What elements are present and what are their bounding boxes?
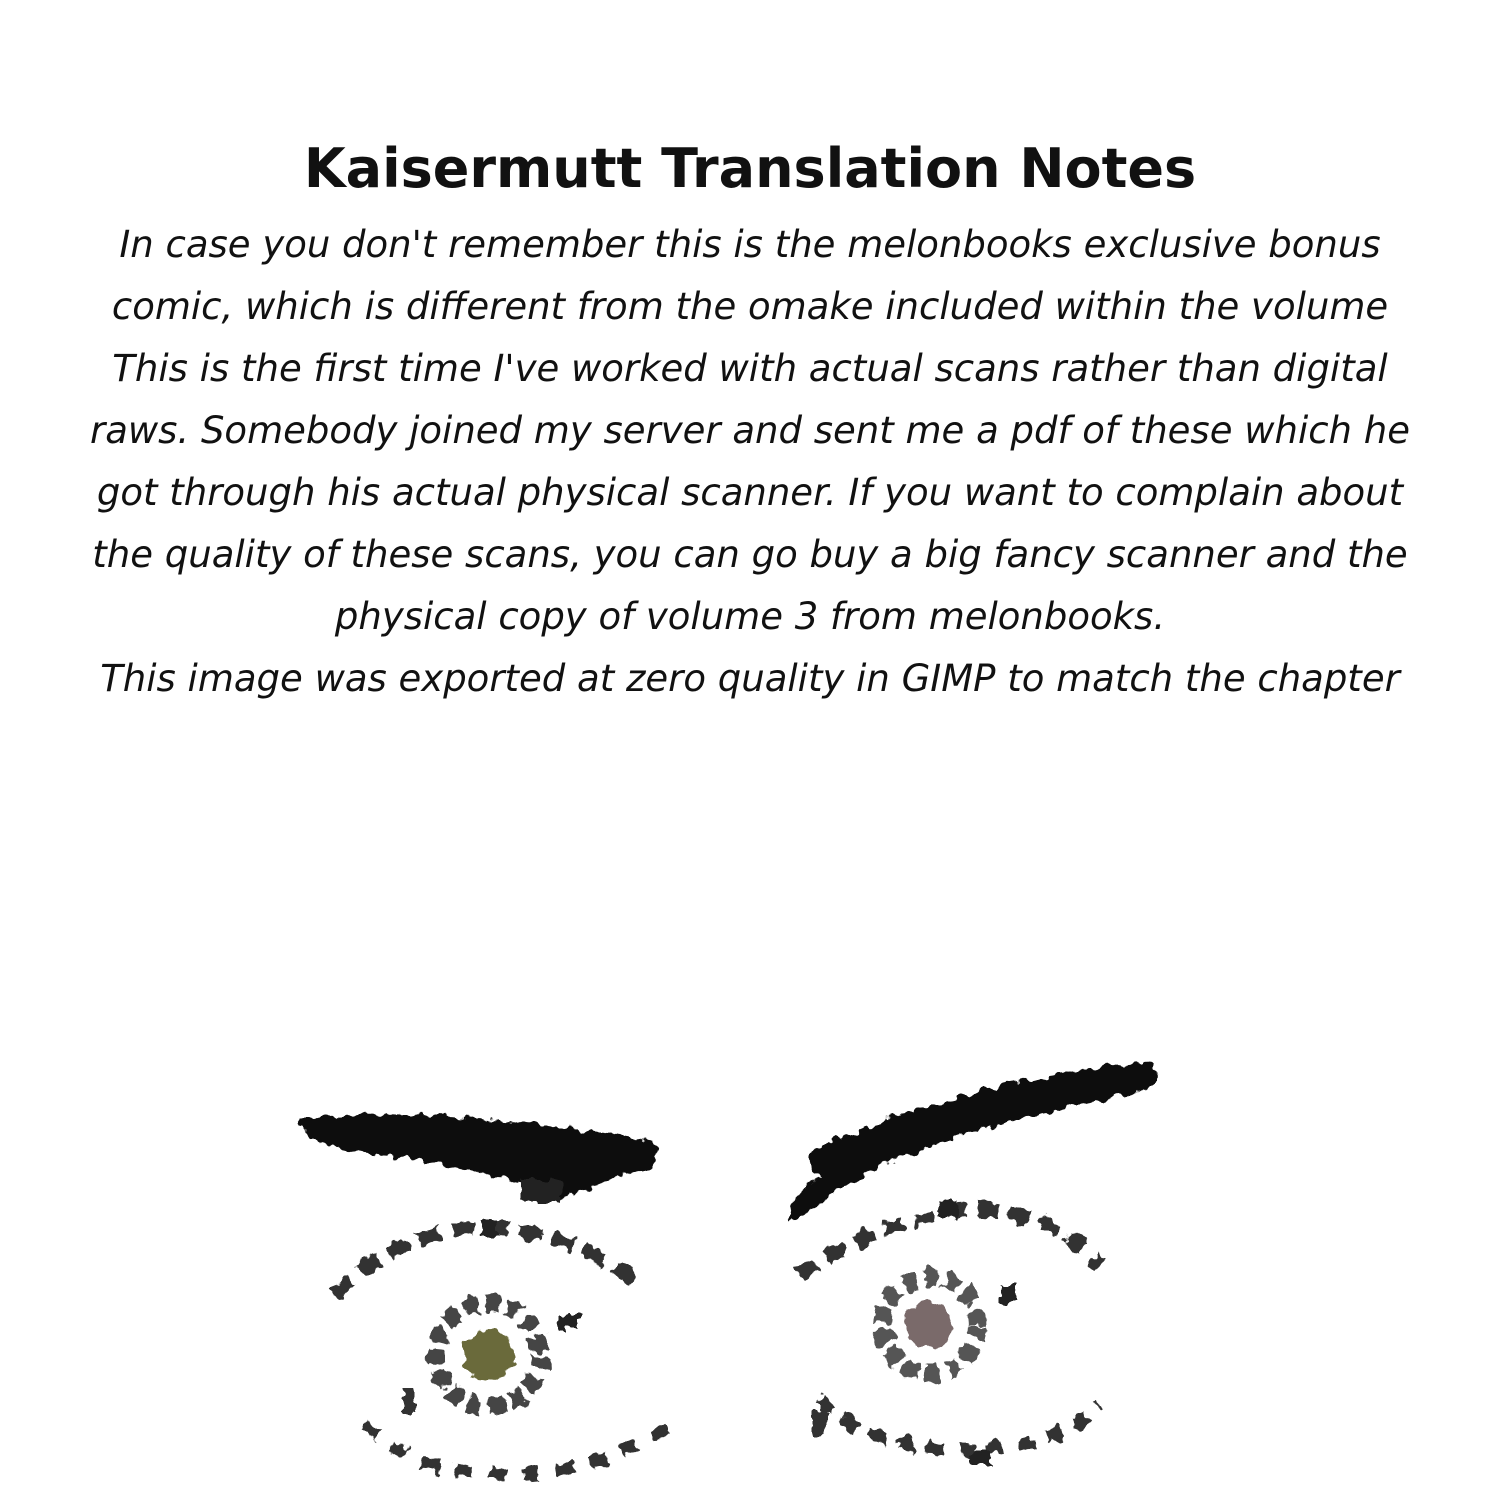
notes-paragraph-3: This image was exported at zero quality in GIMP to match the chapter <box>100 657 1400 700</box>
notes-paragraph-2: This is the first time I've worked with actual scans rather than digital raws. Somebody joined my server and sent me a pdf of these which he got through his actual physical scanner. If you want to complain about the quality of these scans, you can go buy a big fancy scanner and the physical copy of volume 3 from melonbooks. <box>90 347 1410 638</box>
right-eye <box>800 1200 1100 1466</box>
left-eyebrow <box>300 1115 657 1202</box>
translation-notes <box>90 130 1410 710</box>
notes-paragraph-1: In case you don't remember this is the melonbooks exclusive bonus comic, which is different from the omake included within the volume <box>111 223 1389 328</box>
right-eyebrow <box>788 1062 1157 1222</box>
left-eye <box>335 1220 680 1474</box>
notes-title: Kaisermutt Translation Notes <box>303 137 1197 200</box>
eyes-drawing-icon <box>0 1030 1500 1500</box>
